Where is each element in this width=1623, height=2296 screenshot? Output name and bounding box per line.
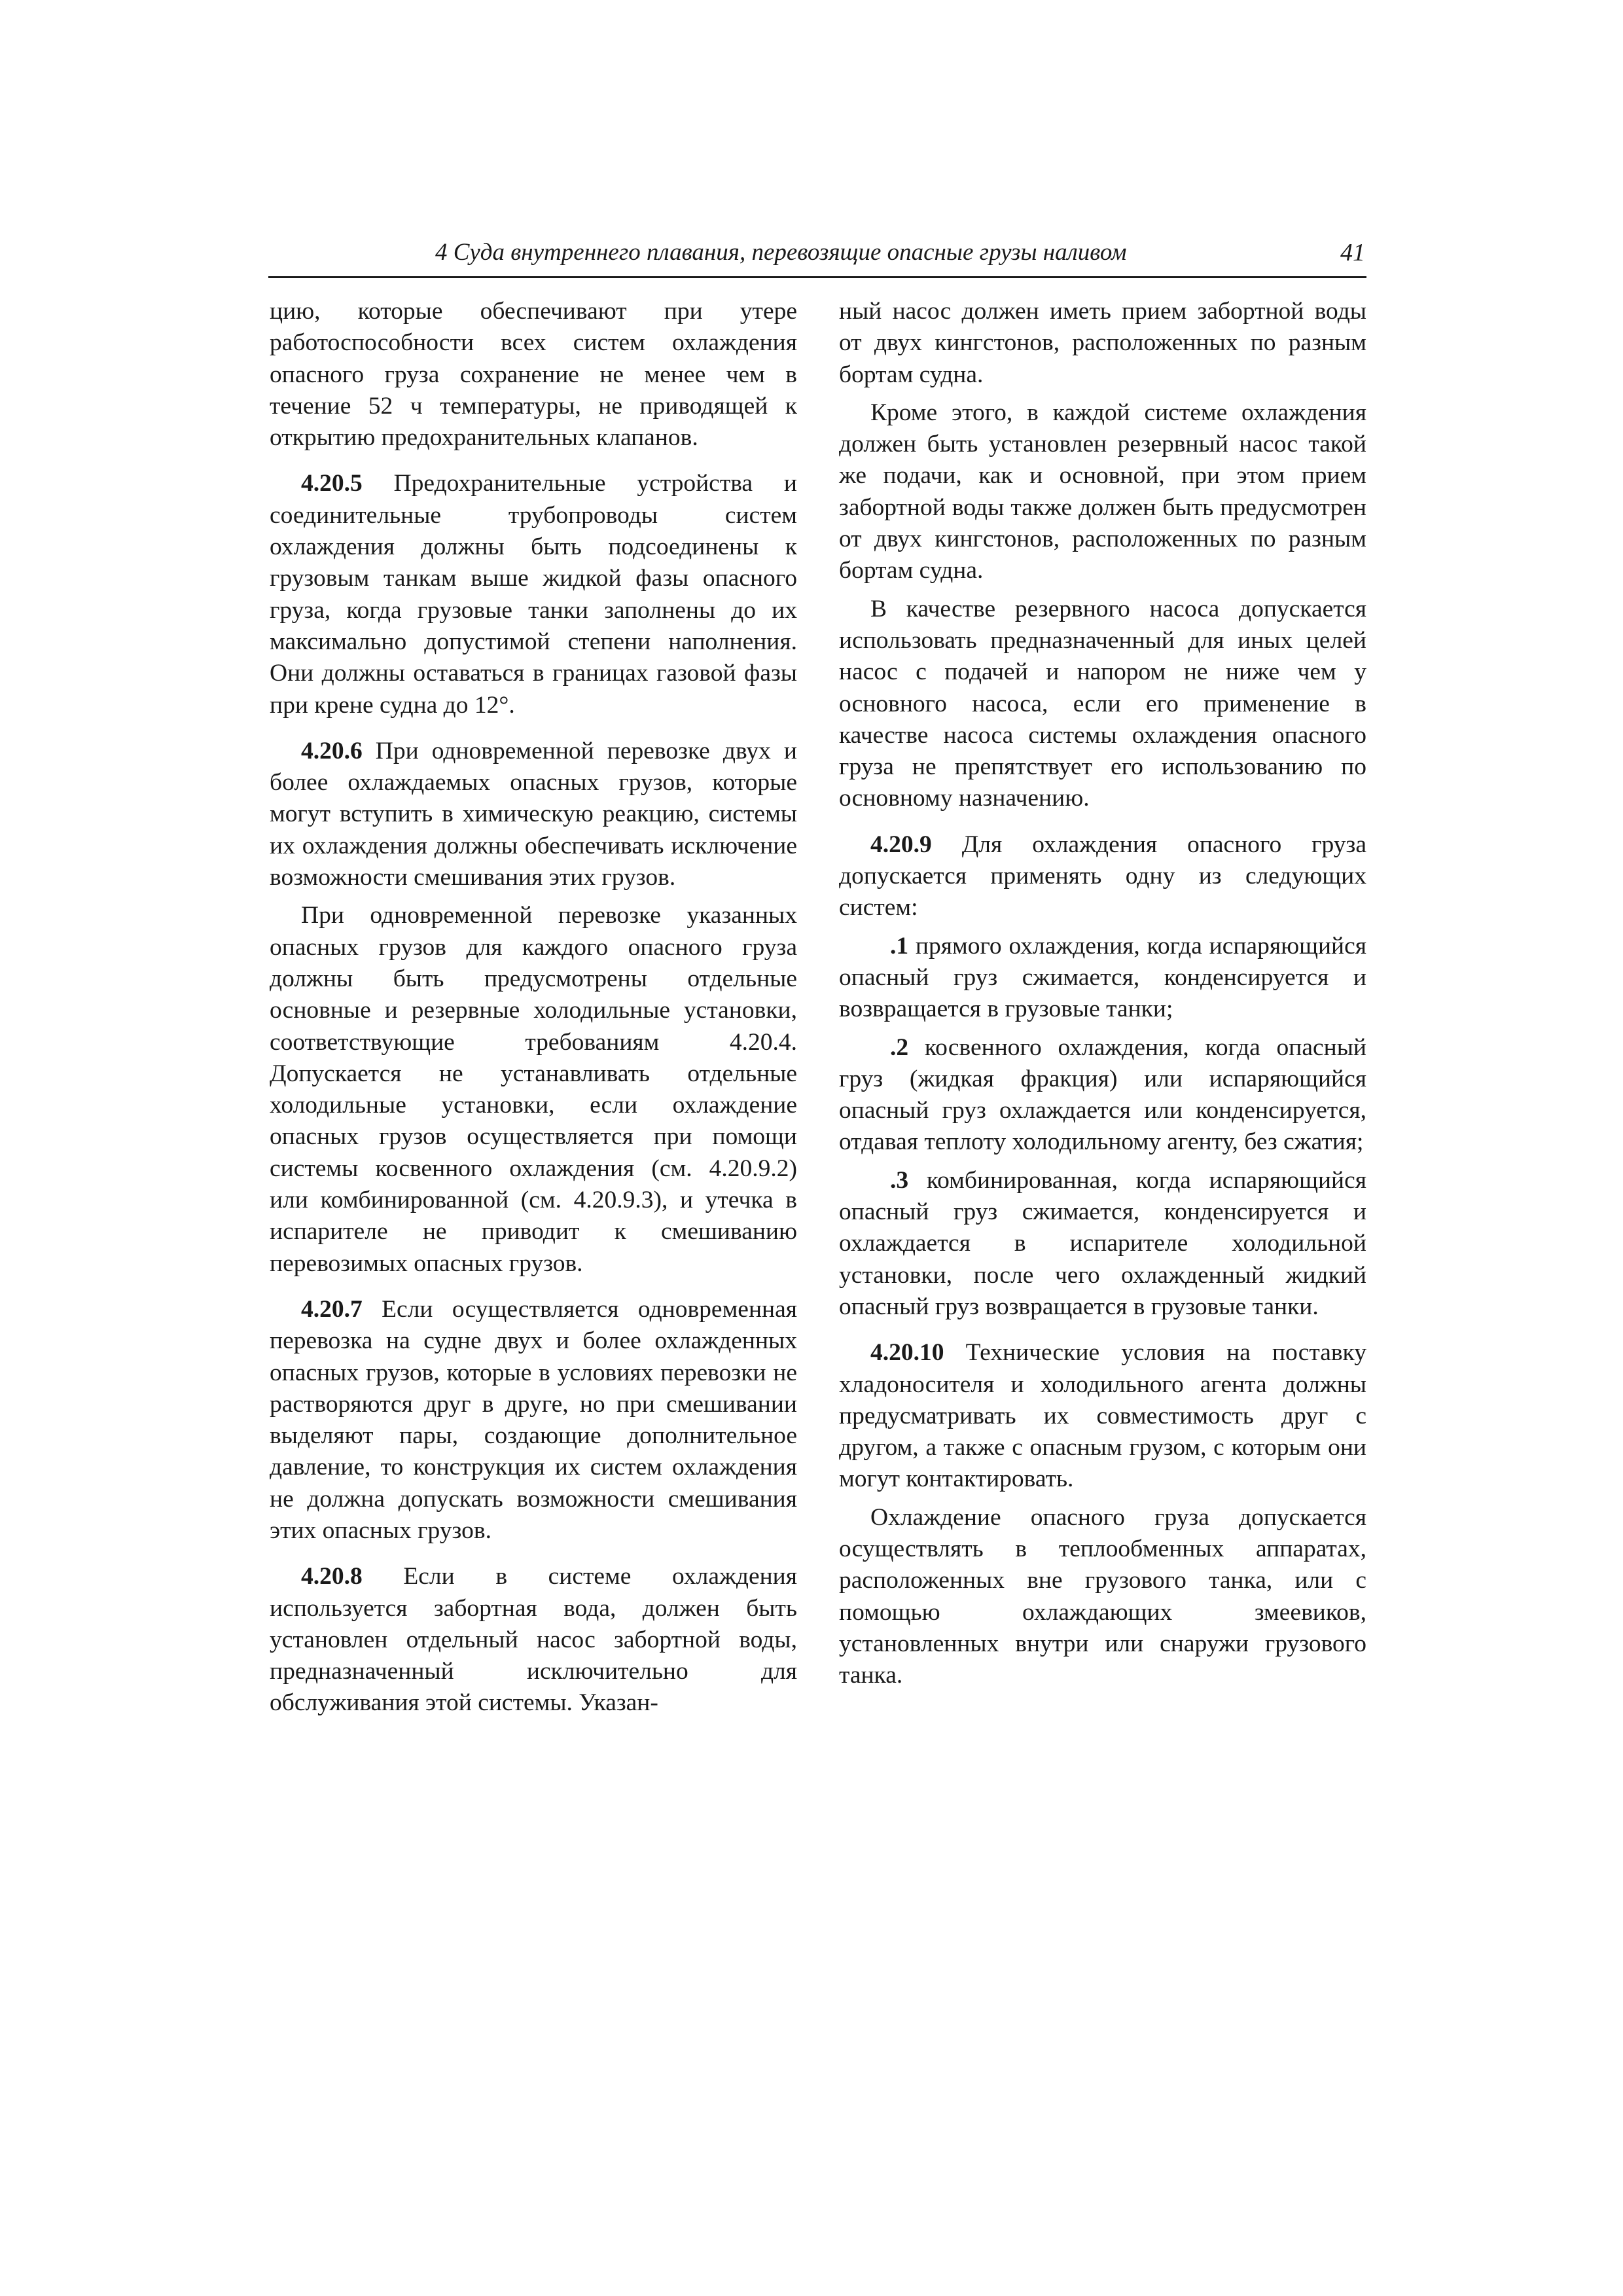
clause-text: Для охлаждения опасного груза допускается применять одну из следующих систем: bbox=[839, 831, 1366, 922]
page-header bbox=[268, 237, 1366, 278]
clause-text: Предохранительные устройства и соединительные трубопроводы систем охлаждения должны быть подсоединены к грузовым танкам выше жидкой фазы опасного груза, когда грузовые танки заполнены до их максимально допустимой степени наполнения. Они должны оставаться в границах газовой фазы при крене судна до 12°. bbox=[270, 470, 797, 719]
item-number: .2 bbox=[890, 1033, 909, 1061]
paragraph: Кроме этого, в каждой системе охлаждения должен быть установлен резервный насос такой же подачи, как и основной, при этом прием забортной воды также должен быть предусмотрен от двух кингстонов, расположенных по разным бортам судна. bbox=[839, 399, 1366, 584]
paragraph: В качестве резервного насоса допускается использовать предназначенный для иных целей насос с подачей и напором не ниже чем у основного насоса, если его применение в качестве насоса системы охлаждения опасного груза не препятствует его использованию по основному назначению. bbox=[839, 595, 1366, 812]
clause-text: Технические условия на поставку хладоносителя и холодильного агента должны предусматривать их совместимость друг с другом, а также с опасным грузом, с которым они могут контактировать. bbox=[839, 1339, 1366, 1493]
paragraph: цию, которые обеспечивают при утере работоспособности всех систем охлаждения опасного груза сохранение не менее чем в течение 52 ч температуры, не приводящей к открытию предохранительных клапанов. bbox=[270, 298, 797, 452]
clause-text: Если осуществляется одновременная перевозка на судне двух и более охлажденных опасных грузов, которые в условиях перевозки не растворяются друг в друге, но при смешивании выделяют пары, создающие дополнительное давление, то конструкция их систем охлаждения не должна допускать возможности смешивания этих опасных грузов. bbox=[270, 1295, 797, 1544]
clause-number: 4.20.5 bbox=[301, 470, 363, 497]
page-number: 41 bbox=[1340, 239, 1365, 266]
list-item bbox=[839, 1165, 1366, 1323]
item-text: косвенного охлаждения, когда опасный груз (жидкая фракция) или испаряющийся опасный груз охлаждается или конденсируется, отдавая теплоту холодильному агенту, без сжатия; bbox=[839, 1033, 1366, 1156]
clause-4-20-7 bbox=[270, 1294, 797, 1547]
clause-number: 4.20.10 bbox=[870, 1339, 944, 1367]
item-text: прямого охлаждения, когда испаряющийся опасный груз сжимается, конденсируется и возвращается в грузовые танки; bbox=[839, 932, 1366, 1023]
clause-4-20-6 bbox=[270, 736, 797, 893]
item-text: комбинированная, когда испаряющийся опасный груз сжимается, конденсируется и охлаждается в испарителе холодильной установки, после чего охлажденный жидкий опасный груз возвращается в грузовые танки. bbox=[839, 1166, 1366, 1320]
item-number: .1 bbox=[890, 932, 909, 960]
paragraph: ный насос должен иметь прием забортной воды от двух кингстонов, расположенных по разным бортам судна. bbox=[839, 298, 1366, 388]
clause-number: 4.20.9 bbox=[870, 831, 932, 858]
clause-text: При одновременной перевозке двух и более охлаждаемых опасных грузов, которые могут вступить в химическую реакцию, системы их охлаждения должны обеспечивать исключение возможности смешивания этих грузов. bbox=[270, 737, 797, 891]
clause-4-20-9 bbox=[839, 829, 1366, 924]
running-title: 4 Суда внутреннего плавания, перевозящие опасные грузы наливом bbox=[435, 239, 1127, 266]
clause-number: 4.20.6 bbox=[301, 737, 363, 764]
left-column bbox=[270, 296, 797, 1719]
clause-text: Если в системе охлаждения используется забортная вода, должен быть установлен отдельный насос забортной воды, предназначенный исключительно для обслуживания этой системы. Указан- bbox=[270, 1563, 797, 1717]
paragraph: При одновременной перевозке указанных опасных грузов для каждого опасного груза должны быть предусмотрены отдельные основные и резервные холодильные установки, соответствующие требованиям 4.20.4. Допускается не устанавливать отдельные холодильные установки, если охлаждение опасных грузов осуществляется при помощи системы косвенного охлаждения (см. 4.20.9.2) или комбинированной (см. 4.20.9.3), и утечка в испарителе не приводит к смешиванию перевозимых опасных грузов. bbox=[270, 902, 797, 1277]
clause-4-20-5 bbox=[270, 468, 797, 721]
clause-4-20-8 bbox=[270, 1561, 797, 1719]
clause-4-20-10 bbox=[839, 1337, 1366, 1495]
clause-number: 4.20.7 bbox=[301, 1295, 363, 1323]
right-column bbox=[839, 296, 1366, 1691]
list-item bbox=[839, 931, 1366, 1026]
clause-number: 4.20.8 bbox=[301, 1563, 363, 1590]
paragraph: Охлаждение опасного груза допускается осуществлять в теплообменных аппаратах, расположенных вне грузового танка, или с помощью охлаждающих змеевиков, установленных внутри или снаружи грузового танка. bbox=[839, 1503, 1366, 1689]
list-item bbox=[839, 1032, 1366, 1158]
item-number: .3 bbox=[890, 1166, 909, 1194]
